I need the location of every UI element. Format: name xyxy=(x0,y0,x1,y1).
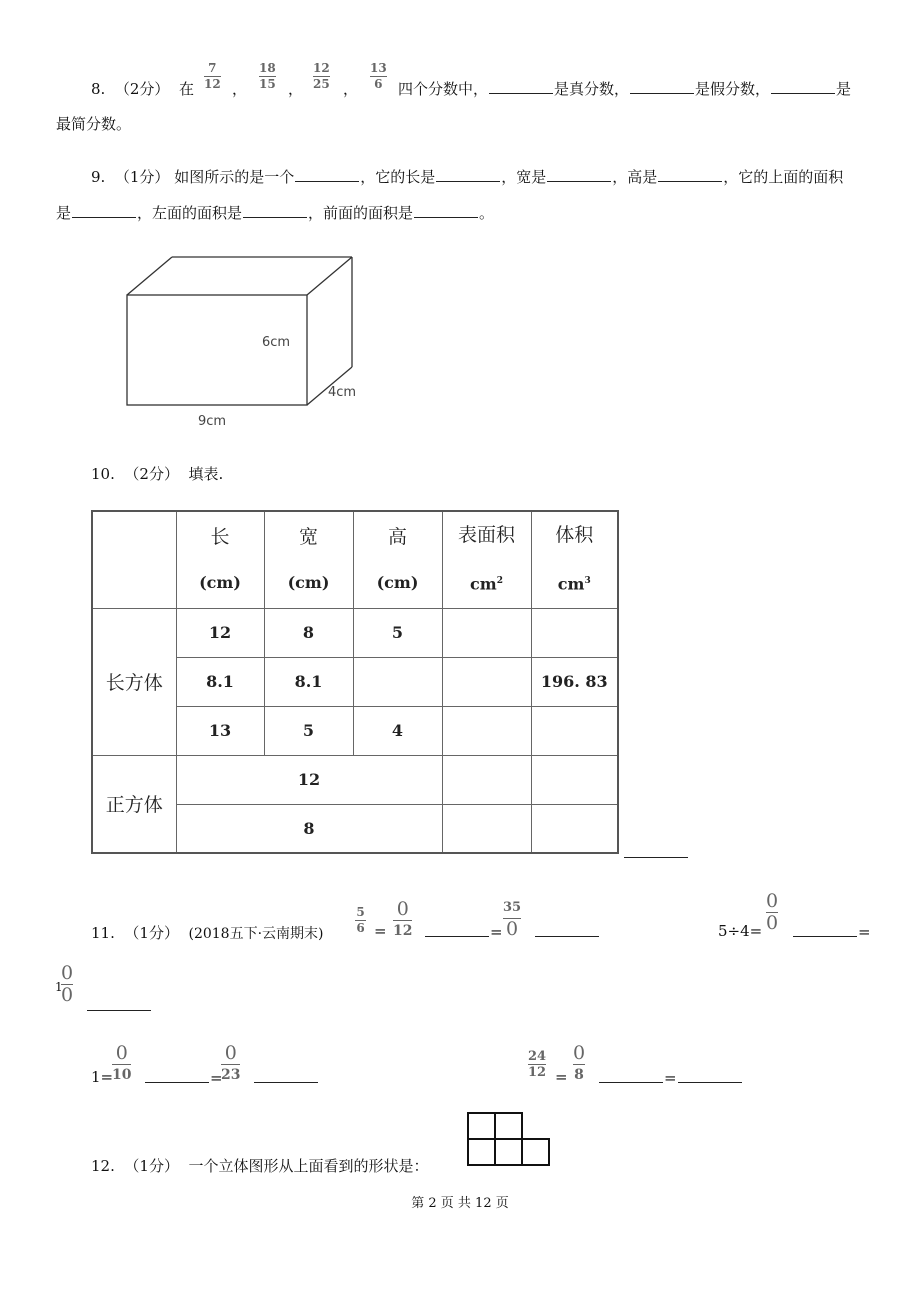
q8-fraction-4: 13 6 xyxy=(370,61,387,91)
answer-cell[interactable] xyxy=(531,608,618,657)
header-surface-area: 表面积 $cm^2$ xyxy=(442,511,531,608)
header-width: 宽 (cm) xyxy=(264,511,353,608)
answer-cell[interactable] xyxy=(442,755,531,804)
q9-blank-front-area[interactable] xyxy=(414,203,478,218)
q8-line1: 8. （2分） 在 xyxy=(91,80,194,98)
q9-blank-length[interactable] xyxy=(436,167,500,182)
q11-blank-4[interactable] xyxy=(87,996,151,1011)
answer-cell[interactable] xyxy=(442,608,531,657)
table-row: 13 5 4 xyxy=(92,706,618,755)
q8-fraction-1: 7 12 xyxy=(204,61,221,91)
q9-blank-height[interactable] xyxy=(658,167,722,182)
label-depth: 4cm xyxy=(328,385,357,400)
answer-cell[interactable] xyxy=(531,804,618,853)
answer-cell[interactable] xyxy=(531,755,618,804)
page-footer: 第 2 页 共 12 页 xyxy=(411,1196,509,1211)
fill-table xyxy=(91,510,619,854)
q11-blank-2[interactable] xyxy=(535,922,599,937)
table-row: 8.1 8.1 196. 83 xyxy=(92,657,618,706)
q9-line2: 是 ，左面的面积是 ，前面的面积是 。 xyxy=(56,204,495,222)
q11-blank-8[interactable] xyxy=(678,1068,742,1083)
row-label-cube: 正方体 xyxy=(92,755,176,853)
q8-score: （2分） xyxy=(114,80,170,98)
cuboid-front-face xyxy=(127,295,307,405)
header-height: 高 (cm) xyxy=(353,511,442,608)
table-row: 长方体 12 8 5 xyxy=(92,608,618,657)
answer-cell[interactable] xyxy=(442,657,531,706)
answer-cell[interactable] xyxy=(353,657,442,706)
row-label-cuboid: 长方体 xyxy=(92,608,176,755)
q11-frac-0-12: 0 12 xyxy=(393,898,413,939)
answer-cell[interactable] xyxy=(442,706,531,755)
q8-blank-2[interactable] xyxy=(630,79,694,94)
q11-blank-1[interactable] xyxy=(425,922,489,937)
q11-frac-0-23: 0 23 xyxy=(221,1042,241,1083)
q8-text: 四个分数中， 是真分数， 是假分数， 是 xyxy=(398,80,852,98)
q8-blank-3[interactable] xyxy=(771,79,835,94)
answer-cell[interactable] xyxy=(442,804,531,853)
q8-blank-1[interactable] xyxy=(489,79,553,94)
q8-fraction-2: 18 15 xyxy=(259,61,276,91)
q9-blank-left-area[interactable] xyxy=(243,203,307,218)
table-row: 正方体 12 xyxy=(92,755,618,804)
table-row: 8 xyxy=(92,804,618,853)
label-length: 9cm xyxy=(198,414,227,429)
q11-frac-0-0-b: 0 0 xyxy=(61,962,74,1006)
q11-blank-5[interactable] xyxy=(145,1068,209,1083)
header-length: 长 (cm) xyxy=(176,511,264,608)
q11-frac-0-0-a: 0 0 xyxy=(766,890,779,934)
q11-header: 11. （1分） (2018五下·云南期末) xyxy=(91,924,324,942)
q9-blank-top-area[interactable] xyxy=(72,203,136,218)
q10-line: 10. （2分） 填表. xyxy=(91,465,224,483)
q11-frac-35-0: 35 0 xyxy=(503,900,522,940)
q12-line: 12. （1分） 一个立体图形从上面看到的形状是： xyxy=(91,1157,429,1175)
q11-blank-6[interactable] xyxy=(254,1068,318,1083)
q9-line1: 9. （1分） 如图所示的是一个 ，它的长是 ，宽是 ，高是 ，它的上面的面积 xyxy=(91,168,844,186)
q9-blank-width[interactable] xyxy=(547,167,611,182)
cuboid-figure xyxy=(120,250,380,440)
q10-trailing-blank[interactable] xyxy=(624,843,688,858)
q11-frac-0-10: 0 10 xyxy=(112,1042,132,1083)
top-view-grid xyxy=(466,1111,552,1167)
q8-fraction-3: 12 25 xyxy=(313,61,330,91)
q11-frac-24-12: 24 12 xyxy=(528,1049,547,1080)
label-height: 6cm xyxy=(262,335,291,350)
q11-frac-0-8: 0 8 xyxy=(573,1042,586,1083)
q11-blank-7[interactable] xyxy=(599,1068,663,1083)
answer-cell[interactable] xyxy=(531,706,618,755)
header-volume: 体积 $cm^3$ xyxy=(531,511,618,608)
q11-blank-3[interactable] xyxy=(793,922,857,937)
q11-frac-5-6: 5 6 xyxy=(356,905,365,935)
q8-line2: 最简分数。 xyxy=(56,115,132,133)
q11-division: 5÷4= xyxy=(718,922,763,940)
q9-blank-shape[interactable] xyxy=(295,167,359,182)
